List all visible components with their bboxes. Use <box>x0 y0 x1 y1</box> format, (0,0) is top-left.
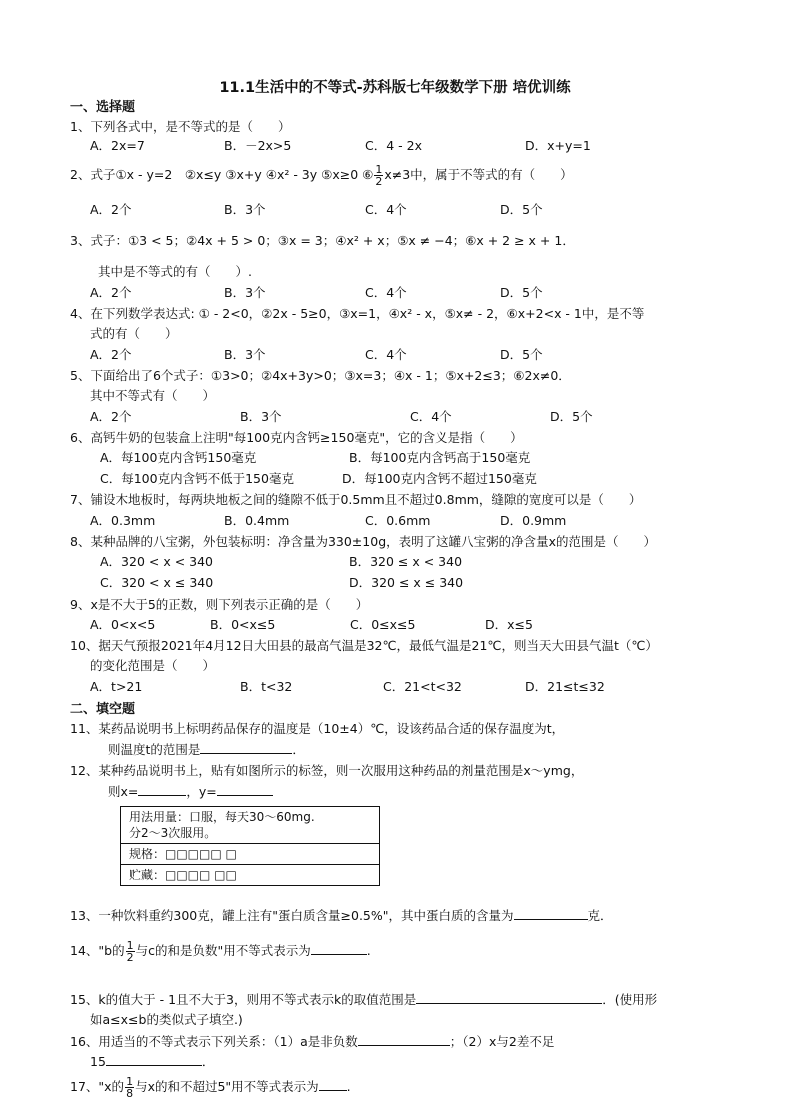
q1-option-a[interactable]: A．2x=7 <box>90 138 145 153</box>
q13-stem: 13、一种饮料重约300克，罐上注有"蛋白质含量≥0.5%"，其中蛋白质的含量为 克． <box>70 908 613 923</box>
q16-line2: 15 ． <box>90 1054 215 1069</box>
q10-option-a[interactable]: A．t>21 <box>90 679 143 694</box>
q6-option-c[interactable]: C．每100克内含钙不低于150毫克 <box>100 471 294 486</box>
q7-options <box>90 511 750 529</box>
q17-answer-blank[interactable] <box>319 1077 347 1091</box>
q6-option-a[interactable]: A．每100克内含钙150毫克 <box>100 450 257 465</box>
q3-stem2: 其中是不等式的有（ ）. <box>98 264 252 279</box>
q15-stem: 15、k的值大于 - 1且不大于3，则用不等式表示k的取值范围是 ．(使用形 <box>70 992 658 1007</box>
q8-option-a[interactable]: A．320 < x < 340 <box>100 554 214 569</box>
q3-options <box>90 283 750 301</box>
q15-stem2: 如a≤x≤b的类似式子填空.) <box>90 1012 243 1027</box>
q1-option-b[interactable]: B．－2x>5 <box>224 138 292 153</box>
q7-stem: 7、铺设木地板时，每两块地板之间的缝隙不低于0.5mm且不超过0.8mm，缝隙的宽度可以是（ ） <box>70 492 642 507</box>
q9-option-a[interactable]: A．0<x<5 <box>90 617 156 632</box>
q1-stem: 1、下列各式中，是不等式的是（ ） <box>70 119 291 134</box>
q6-option-d[interactable]: D．每100克内含钙不超过150毫克 <box>342 471 537 486</box>
q11-stem2: 则温度t的范围是 <box>108 742 201 757</box>
q15-answer-blank[interactable] <box>416 990 602 1004</box>
q6-options-row2 <box>100 469 760 487</box>
q7-option-d[interactable]: D．0.9mm <box>500 513 567 528</box>
q8-option-c[interactable]: C．320 < x ≤ 340 <box>100 575 214 590</box>
q16-stem: 16、用适当的不等式表示下列关系：（1）a是非负数 ；（2）x与2差不足 <box>70 1034 555 1049</box>
q6-option-b[interactable]: B．每100克内含钙高于150毫克 <box>349 450 531 465</box>
q10-stem2: 的变化范围是（ ） <box>90 658 216 673</box>
q4-option-d[interactable]: D．5个 <box>500 347 543 362</box>
q9-stem: 9、x是不大于5的正数，则下列表示正确的是（ ） <box>70 597 369 612</box>
q3-option-c[interactable]: C．4个 <box>365 285 407 300</box>
label-storage: 贮藏：□□□□ □□ <box>129 868 237 882</box>
q6-options-row1 <box>100 448 760 466</box>
q9-option-c[interactable]: C．0≤x≤5 <box>350 617 416 632</box>
medicine-label-box <box>120 806 380 886</box>
q8-option-d[interactable]: D．320 ≤ x ≤ 340 <box>349 575 464 590</box>
q8-option-b[interactable]: B．320 ≤ x < 340 <box>349 554 463 569</box>
q2-stem-a: 2、式子①x - y=2 ②x≤y ③x+y ④x² - 3y ⑤x≥0 ⑥ <box>70 167 374 182</box>
page-title: 11.1生活中的不等式-苏科版七年级数学下册 培优训练 <box>219 80 571 96</box>
q10-options <box>90 677 750 695</box>
q14-stem: 14、"b的 $\frac{1}{2}$ 与c的和是负数"用不等式表示为 . <box>70 939 371 964</box>
q5-stem: 5、下面给出了6个式子：①3>0；②4x+3y>0；③x=3；④x - 1；⑤x+2≤3；⑥2x≠0． <box>70 368 571 383</box>
q5-option-a[interactable]: A．2个 <box>90 409 132 424</box>
q9-option-b[interactable]: B．0<x≤5 <box>210 617 276 632</box>
q3-option-d[interactable]: D．5个 <box>500 285 543 300</box>
q4-options <box>90 345 750 363</box>
q5-options <box>90 407 750 425</box>
q5-option-c[interactable]: C．4个 <box>410 409 452 424</box>
q5-option-d[interactable]: D．5个 <box>550 409 593 424</box>
q2-option-a[interactable]: A．2个 <box>90 202 132 217</box>
q13-answer-blank[interactable] <box>514 906 588 920</box>
q2-stem-b: x≠3中，属于不等式的有（ ） <box>384 167 573 182</box>
q5-option-b[interactable]: B．3个 <box>240 409 282 424</box>
q2-stem <box>70 164 573 187</box>
q10-option-b[interactable]: B．t<32 <box>240 679 293 694</box>
q12-stem: 12、某种药品说明书上，贴有如图所示的标签，则一次服用这种药品的剂量范围是x～ymg， <box>70 763 584 778</box>
q8-stem: 8、某种品牌的八宝粥，外包装标明：净含量为330±10g，表明了这罐八宝粥的净含量x的范围是（ ） <box>70 534 657 549</box>
q10-stem: 10、据天气预报2021年4月12日大田县的最高气温是32℃，最低气温是21℃，则当天大田县气温t（℃） <box>70 638 658 653</box>
q8-options-row2 <box>100 573 760 591</box>
q7-option-b[interactable]: B．0.4mm <box>224 513 290 528</box>
q2-fraction: $\frac{1}{2}$ <box>375 163 383 188</box>
q6-stem: 6、高钙牛奶的包装盒上注明"每100克内含钙≥150毫克"，它的含义是指（ ） <box>70 430 523 445</box>
q2-option-d[interactable]: D．5个 <box>500 202 543 217</box>
q5-stem2: 其中不等式有（ ） <box>90 388 216 403</box>
q9-option-d[interactable]: D．x≤5 <box>485 617 533 632</box>
q4-option-a[interactable]: A．2个 <box>90 347 132 362</box>
q4-option-b[interactable]: B．3个 <box>224 347 266 362</box>
q2-option-b[interactable]: B．3个 <box>224 202 266 217</box>
q9-options <box>90 615 750 633</box>
q11-line2: 则温度t的范围是 ． <box>108 742 305 757</box>
q10-option-d[interactable]: D．21≤t≤32 <box>525 679 605 694</box>
q1-option-c[interactable]: C．4 - 2x <box>365 138 422 153</box>
q8-options-row1 <box>100 552 760 570</box>
q16-answer2-blank[interactable] <box>106 1052 202 1066</box>
q12-line2: 则x= ，y= <box>108 782 273 800</box>
q12-y-blank[interactable] <box>217 782 273 796</box>
q11-answer-blank[interactable] <box>200 740 292 754</box>
q4-stem: 4、在下列数学表达式: ① - 2<0，②2x - 5≥0，③x=1，④x² - x，⑤x≠ - 2，⑥x+2<x - 1中，是不等 <box>70 306 645 321</box>
q3-option-b[interactable]: B．3个 <box>224 285 266 300</box>
q2-options <box>90 200 750 218</box>
q12-x-blank[interactable] <box>138 782 186 796</box>
q3-option-a[interactable]: A．2个 <box>90 285 132 300</box>
label-spec: 规格：□□□□□ □ <box>121 844 379 865</box>
q4-stem2: 式的有（ ） <box>90 326 178 341</box>
q17-stem: 17、"x的 $\frac{1}{8}$ 与x的和不超过5"用不等式表示为 . <box>70 1075 351 1100</box>
q1-options <box>90 136 750 154</box>
q17-fraction: $\frac{1}{8}$ <box>126 1075 134 1100</box>
q3-stem: 3、式子：①3 < 5；②4x + 5 > 0；③x = 3；④x² + x；⑤x ≠ −4；⑥x + 2 ≥ x + 1． <box>70 233 575 248</box>
q14-answer-blank[interactable] <box>311 941 367 955</box>
q10-option-c[interactable]: C．21<t<32 <box>383 679 462 694</box>
section-choice: 一、选择题 <box>70 100 136 115</box>
q7-option-c[interactable]: C．0.6mm <box>365 513 431 528</box>
q7-option-a[interactable]: A．0.3mm <box>90 513 156 528</box>
q16-answer1-blank[interactable] <box>358 1032 450 1046</box>
q1-option-d[interactable]: D．x+y=1 <box>525 138 591 153</box>
section-fill: 二、填空题 <box>70 702 136 717</box>
q14-fraction: $\frac{1}{2}$ <box>126 939 134 964</box>
q4-option-c[interactable]: C．4个 <box>365 347 407 362</box>
q11-stem: 11、某药品说明书上标明药品保存的温度是（10±4）℃，设该药品合适的保存温度为t， <box>70 721 565 736</box>
q2-option-c[interactable]: C．4个 <box>365 202 407 217</box>
label-usage: 用法用量：口服，每天30～60mg. 分2～3次服用。 <box>121 807 379 844</box>
